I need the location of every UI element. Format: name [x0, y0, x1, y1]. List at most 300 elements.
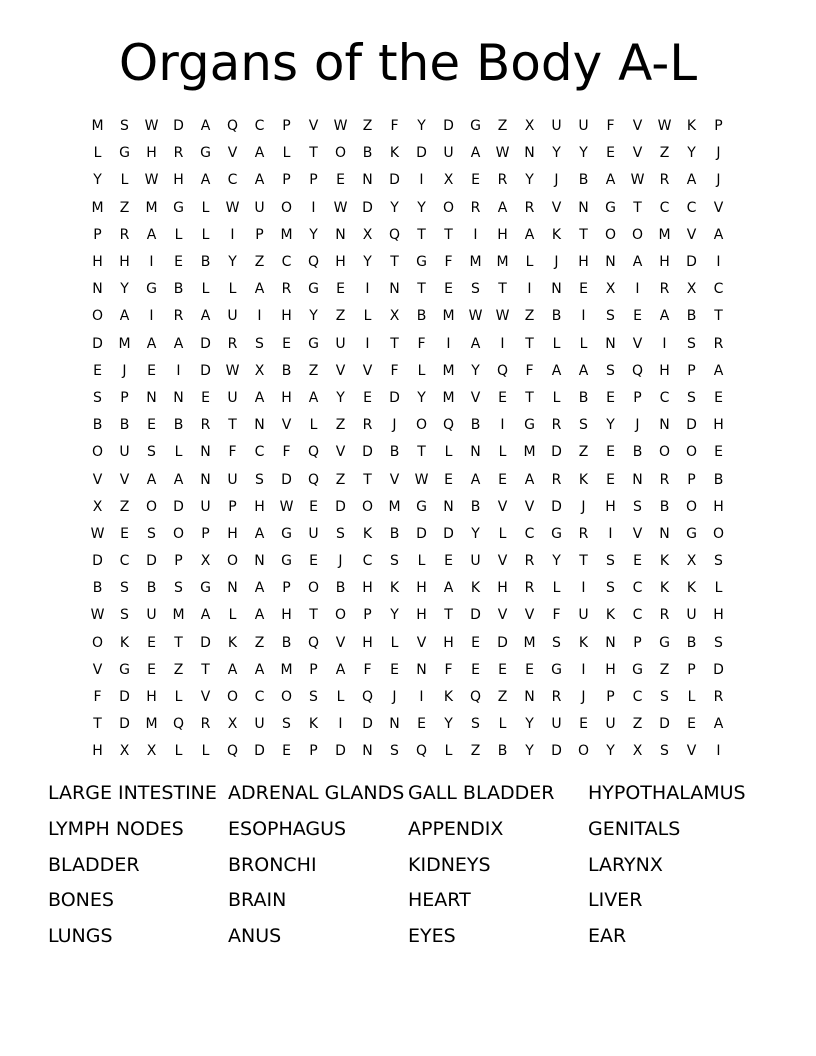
grid-letter: E: [714, 389, 723, 406]
grid-letter: N: [362, 743, 373, 760]
grid-letter: M: [145, 199, 158, 216]
grid-letter: Z: [362, 118, 373, 135]
grid-letter: I: [500, 335, 505, 352]
grid-letter: U: [335, 335, 346, 352]
grid-letter: E: [174, 254, 183, 271]
grid-letter: H: [92, 743, 103, 760]
grid-letter: Z: [659, 661, 670, 678]
grid-letter: T: [579, 553, 588, 570]
grid-letter: E: [282, 743, 291, 760]
grid-letter: D: [146, 553, 157, 570]
grid-letter: H: [713, 498, 724, 515]
grid-letter: E: [201, 389, 210, 406]
grid-letter: I: [365, 281, 370, 298]
grid-letter: A: [713, 226, 724, 243]
grid-letter: T: [498, 281, 507, 298]
grid-letter: K: [389, 580, 400, 597]
grid-letter: B: [551, 308, 562, 325]
grid-letter: Q: [307, 634, 320, 651]
grid-letter: E: [471, 661, 480, 678]
grid-letter: V: [308, 118, 319, 135]
grid-letter: Z: [308, 362, 319, 379]
grid-letter: L: [174, 444, 183, 461]
grid-letter: S: [687, 335, 696, 352]
grid-letter: X: [524, 118, 535, 135]
grid-letter: H: [443, 634, 454, 651]
grid-letter: M: [280, 226, 293, 243]
grid-letter: N: [605, 634, 616, 651]
grid-letter: W: [90, 607, 105, 624]
grid-letter: W: [279, 498, 294, 515]
grid-letter: Y: [390, 199, 399, 216]
grid-letter: F: [444, 254, 453, 271]
grid-letter: A: [254, 389, 265, 406]
grid-letter: L: [201, 743, 210, 760]
grid-letter: J: [554, 254, 559, 271]
grid-letter: D: [119, 716, 130, 733]
grid-letter: P: [255, 226, 264, 243]
grid-letter: H: [362, 634, 373, 651]
grid-letter: W: [630, 172, 645, 189]
grid-letter: R: [713, 689, 724, 706]
grid-letter: G: [308, 335, 319, 352]
grid-letter: C: [659, 199, 670, 216]
grid-letter: V: [632, 335, 643, 352]
grid-letter: T: [363, 471, 372, 488]
grid-letter: K: [308, 716, 319, 733]
grid-row: [84, 249, 732, 276]
grid-letter: X: [686, 281, 697, 298]
grid-letter: M: [442, 362, 455, 379]
grid-letter: N: [389, 281, 400, 298]
grid-letter: T: [417, 444, 426, 461]
grid-letter: M: [172, 607, 185, 624]
grid-row: [84, 657, 732, 684]
grid-letter: U: [470, 553, 481, 570]
word-list: [48, 776, 788, 955]
grid-letter: N: [227, 580, 238, 597]
grid-letter: K: [659, 580, 670, 597]
grid-letter: I: [662, 335, 667, 352]
grid-letter: G: [200, 145, 211, 162]
grid-letter: X: [119, 743, 130, 760]
grid-letter: E: [309, 553, 318, 570]
word-list-item: BRONCHI: [228, 853, 317, 876]
grid-letter: H: [605, 498, 616, 515]
grid-letter: S: [660, 743, 669, 760]
grid-letter: P: [282, 172, 291, 189]
grid-letter: J: [554, 172, 559, 189]
grid-letter: M: [91, 118, 104, 135]
grid-letter: P: [309, 661, 318, 678]
grid-letter: Y: [552, 553, 561, 570]
grid-letter: B: [497, 743, 508, 760]
grid-letter: E: [363, 389, 372, 406]
grid-letter: S: [579, 417, 588, 434]
grid-letter: Q: [307, 471, 320, 488]
grid-letter: D: [443, 118, 454, 135]
grid-letter: D: [92, 335, 103, 352]
grid-letter: O: [280, 199, 293, 216]
grid-letter: E: [444, 281, 453, 298]
grid-letter: L: [552, 335, 561, 352]
grid-letter: W: [495, 308, 510, 325]
grid-letter: K: [470, 580, 481, 597]
grid-letter: C: [659, 389, 670, 406]
grid-letter: O: [577, 743, 590, 760]
grid-letter: L: [282, 145, 291, 162]
grid-letter: E: [471, 634, 480, 651]
grid-row: [84, 222, 732, 249]
grid-letter: N: [524, 145, 535, 162]
grid-letter: R: [362, 417, 373, 434]
grid-letter: Y: [525, 172, 534, 189]
grid-letter: Y: [525, 716, 534, 733]
grid-letter: A: [254, 281, 265, 298]
grid-letter: A: [470, 145, 481, 162]
grid-letter: S: [606, 580, 615, 597]
grid-letter: E: [687, 716, 696, 733]
grid-letter: Q: [388, 226, 401, 243]
grid-letter: V: [416, 634, 427, 651]
grid-letter: H: [362, 580, 373, 597]
grid-letter: R: [551, 417, 562, 434]
grid-letter: S: [147, 525, 156, 542]
grid-letter: D: [551, 444, 562, 461]
grid-letter: N: [173, 389, 184, 406]
grid-letter: D: [173, 118, 184, 135]
grid-letter: L: [174, 226, 183, 243]
word-list-item: LARYNX: [588, 853, 663, 876]
grid-letter: M: [118, 335, 131, 352]
grid-letter: R: [659, 172, 670, 189]
grid-letter: I: [581, 308, 586, 325]
grid-row: [84, 358, 732, 385]
grid-letter: J: [392, 417, 397, 434]
grid-letter: V: [551, 199, 562, 216]
word-list-item: BRAIN: [228, 889, 287, 912]
grid-letter: P: [228, 498, 237, 515]
grid-letter: T: [174, 634, 183, 651]
grid-letter: T: [525, 335, 534, 352]
grid-letter: B: [281, 634, 292, 651]
word-list-item: LIVER: [588, 889, 643, 912]
grid-letter: U: [578, 607, 589, 624]
grid-letter: Z: [173, 661, 184, 678]
grid-letter: P: [363, 607, 372, 624]
grid-letter: D: [551, 498, 562, 515]
grid-letter: A: [254, 525, 265, 542]
grid-letter: B: [578, 172, 589, 189]
grid-letter: U: [254, 199, 265, 216]
grid-letter: W: [657, 118, 672, 135]
grid-letter: J: [338, 553, 343, 570]
grid-letter: T: [228, 417, 237, 434]
grid-letter: D: [416, 145, 427, 162]
grid-letter: U: [443, 145, 454, 162]
grid-letter: S: [633, 498, 642, 515]
grid-letter: Y: [606, 417, 615, 434]
grid-letter: B: [362, 145, 373, 162]
grid-letter: C: [254, 118, 265, 135]
grid-letter: I: [581, 580, 586, 597]
grid-letter: S: [174, 580, 183, 597]
grid-letter: W: [333, 118, 348, 135]
grid-letter: C: [281, 254, 292, 271]
grid-letter: N: [92, 281, 103, 298]
grid-letter: Y: [120, 281, 129, 298]
grid-letter: H: [335, 254, 346, 271]
grid-letter: X: [362, 226, 373, 243]
grid-letter: C: [254, 444, 265, 461]
grid-letter: G: [308, 281, 319, 298]
grid-letter: L: [579, 335, 588, 352]
grid-letter: W: [144, 118, 159, 135]
grid-letter: M: [145, 716, 158, 733]
grid-letter: E: [633, 553, 642, 570]
grid-letter: I: [257, 308, 262, 325]
grid-letter: O: [415, 417, 428, 434]
grid-letter: S: [390, 743, 399, 760]
grid-letter: Z: [335, 417, 346, 434]
grid-letter: K: [362, 525, 373, 542]
grid-letter: A: [227, 661, 238, 678]
grid-letter: Z: [632, 716, 643, 733]
grid-letter: A: [254, 145, 265, 162]
grid-letter: L: [228, 607, 237, 624]
grid-letter: Y: [363, 254, 372, 271]
grid-letter: R: [713, 335, 724, 352]
grid-letter: R: [227, 335, 238, 352]
grid-letter: N: [200, 471, 211, 488]
grid-letter: B: [119, 417, 130, 434]
grid-letter: W: [225, 199, 240, 216]
grid-letter: Y: [417, 118, 426, 135]
grid-letter: M: [91, 199, 104, 216]
grid-letter: H: [281, 607, 292, 624]
grid-letter: B: [92, 417, 103, 434]
grid-letter: O: [442, 199, 455, 216]
grid-letter: X: [227, 716, 238, 733]
grid-letter: V: [281, 417, 292, 434]
grid-row: [84, 276, 732, 303]
grid-letter: I: [527, 281, 532, 298]
grid-letter: J: [581, 498, 586, 515]
grid-letter: O: [361, 498, 374, 515]
grid-letter: G: [281, 525, 292, 542]
grid-letter: H: [713, 417, 724, 434]
grid-letter: M: [658, 226, 671, 243]
grid-letter: F: [390, 362, 399, 379]
grid-letter: G: [416, 498, 427, 515]
grid-letter: L: [444, 743, 453, 760]
grid-letter: L: [93, 145, 102, 162]
grid-letter: O: [658, 444, 671, 461]
word-list-item: HEART: [408, 889, 471, 912]
grid-letter: K: [227, 634, 238, 651]
grid-letter: N: [146, 389, 157, 406]
grid-letter: I: [581, 661, 586, 678]
grid-letter: Q: [307, 444, 320, 461]
grid-letter: W: [495, 145, 510, 162]
grid-letter: G: [119, 145, 130, 162]
grid-letter: T: [525, 389, 534, 406]
grid-row: [84, 466, 732, 493]
grid-letter: E: [498, 389, 507, 406]
grid-letter: N: [254, 553, 265, 570]
grid-letter: R: [497, 172, 508, 189]
grid-letter: A: [200, 172, 211, 189]
grid-letter: X: [605, 281, 616, 298]
grid-letter: N: [470, 444, 481, 461]
grid-letter: W: [225, 362, 240, 379]
grid-letter: C: [632, 689, 643, 706]
grid-letter: P: [687, 471, 696, 488]
grid-letter: S: [147, 444, 156, 461]
grid-letter: G: [470, 118, 481, 135]
grid-letter: K: [389, 145, 400, 162]
grid-letter: B: [173, 417, 184, 434]
grid-letter: F: [282, 444, 291, 461]
grid-letter: E: [633, 308, 642, 325]
grid-row: [84, 385, 732, 412]
grid-letter: D: [659, 716, 670, 733]
grid-letter: D: [200, 335, 211, 352]
grid-letter: V: [119, 471, 130, 488]
grid-row: [84, 113, 732, 140]
grid-letter: U: [551, 118, 562, 135]
grid-letter: X: [443, 172, 454, 189]
grid-letter: T: [309, 607, 318, 624]
grid-letter: D: [443, 525, 454, 542]
grid-letter: E: [336, 281, 345, 298]
grid-letter: E: [282, 335, 291, 352]
word-list-item: LUNGS: [48, 925, 113, 948]
grid-letter: V: [524, 607, 535, 624]
grid-letter: A: [524, 226, 535, 243]
grid-letter: Y: [417, 389, 426, 406]
grid-letter: Q: [172, 716, 185, 733]
grid-row: [84, 711, 732, 738]
grid-letter: P: [309, 172, 318, 189]
grid-letter: Y: [525, 743, 534, 760]
grid-letter: N: [659, 525, 670, 542]
grid-letter: F: [228, 444, 237, 461]
grid-letter: P: [687, 362, 696, 379]
grid-letter: G: [659, 634, 670, 651]
grid-letter: E: [147, 634, 156, 651]
grid-letter: C: [227, 172, 238, 189]
grid-letter: A: [200, 607, 211, 624]
grid-letter: D: [470, 607, 481, 624]
grid-letter: G: [146, 281, 157, 298]
grid-letter: H: [416, 580, 427, 597]
grid-letter: I: [716, 254, 721, 271]
grid-letter: I: [635, 281, 640, 298]
grid-letter: U: [200, 498, 211, 515]
grid-letter: G: [686, 525, 697, 542]
grid-letter: C: [524, 525, 535, 542]
grid-letter: O: [604, 226, 617, 243]
grid-letter: P: [606, 689, 615, 706]
grid-letter: I: [149, 254, 154, 271]
grid-letter: P: [174, 553, 183, 570]
grid-letter: H: [416, 607, 427, 624]
grid-letter: U: [686, 607, 697, 624]
grid-letter: B: [470, 417, 481, 434]
grid-letter: A: [308, 389, 319, 406]
grid-letter: D: [200, 362, 211, 379]
grid-letter: F: [552, 607, 561, 624]
grid-letter: V: [200, 689, 211, 706]
grid-letter: N: [551, 281, 562, 298]
grid-letter: U: [119, 444, 130, 461]
grid-letter: L: [687, 689, 696, 706]
grid-letter: S: [120, 580, 129, 597]
grid-letter: T: [201, 661, 210, 678]
grid-letter: D: [281, 471, 292, 488]
grid-letter: R: [470, 199, 481, 216]
grid-letter: X: [254, 362, 265, 379]
grid-letter: R: [659, 607, 670, 624]
grid-letter: O: [91, 444, 104, 461]
grid-letter: R: [119, 226, 130, 243]
grid-letter: Q: [631, 362, 644, 379]
grid-letter: Y: [309, 308, 318, 325]
grid-letter: A: [173, 335, 184, 352]
grid-letter: L: [363, 308, 372, 325]
grid-row: [84, 630, 732, 657]
grid-letter: O: [334, 145, 347, 162]
grid-letter: I: [716, 743, 721, 760]
grid-letter: A: [524, 471, 535, 488]
grid-letter: H: [659, 362, 670, 379]
grid-letter: W: [468, 308, 483, 325]
grid-letter: W: [90, 525, 105, 542]
grid-row: [84, 140, 732, 167]
grid-letter: Z: [335, 471, 346, 488]
grid-row: [84, 602, 732, 629]
grid-letter: S: [471, 716, 480, 733]
grid-letter: E: [498, 471, 507, 488]
grid-letter: I: [176, 362, 181, 379]
word-list-item: BONES: [48, 889, 114, 912]
grid-letter: E: [579, 281, 588, 298]
grid-letter: D: [686, 254, 697, 271]
grid-letter: N: [362, 172, 373, 189]
grid-letter: O: [631, 226, 644, 243]
grid-letter: E: [606, 145, 615, 162]
grid-letter: M: [523, 444, 536, 461]
grid-letter: Z: [524, 308, 535, 325]
grid-letter: U: [308, 525, 319, 542]
grid-letter: V: [632, 145, 643, 162]
grid-letter: L: [714, 580, 723, 597]
word-list-item: LYMPH NODES: [48, 817, 184, 840]
grid-letter: V: [632, 525, 643, 542]
grid-letter: K: [686, 580, 697, 597]
grid-letter: Y: [471, 525, 480, 542]
grid-letter: S: [606, 362, 615, 379]
grid-letter: Z: [578, 444, 589, 461]
grid-letter: L: [444, 444, 453, 461]
grid-letter: L: [417, 553, 426, 570]
grid-letter: C: [362, 553, 373, 570]
grid-row: [84, 412, 732, 439]
grid-row: [84, 167, 732, 194]
grid-letter: K: [578, 471, 589, 488]
grid-letter: V: [362, 362, 373, 379]
